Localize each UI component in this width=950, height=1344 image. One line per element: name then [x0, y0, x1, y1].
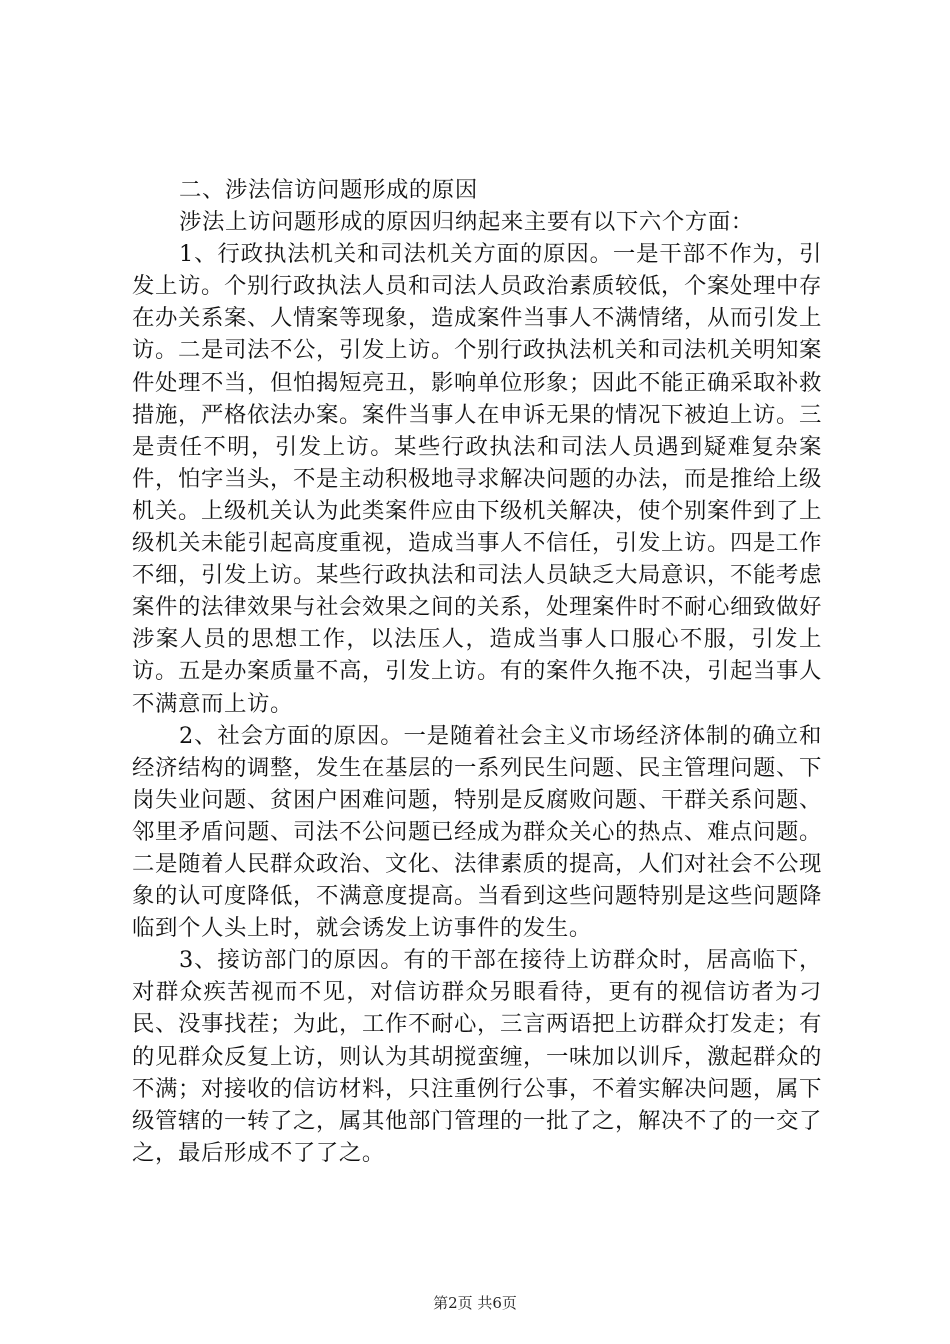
paragraph-3: 3、接访部门的原因。有的干部在接待上访群众时，居高临下，对群众疾苦视而不见，对信访群众另眼看待，更有的视信访者为刁民、没事找茬；为此，工作不耐心，三言两语把上访群众打发走；有的见群众反复上访，则认为其胡搅蛮缠，一味加以训斥，激起群众的不满；对接收的信访材料，只注重例行公事，不着实解决问题，属下级管辖的一转了之，属其他部门管理的一批了之，解决不了的一交了之，最后形成不了了之。	[132, 947, 822, 1166]
paragraph-1: 1、行政执法机关和司法机关方面的原因。一是干部不作为，引发上访。个别行政执法人员和司法人员政治素质较低，个案处理中存在办关系案、人情案等现象，造成案件当事人不满情绪，从而引发上访。二是司法不公，引发上访。个别行政执法机关和司法机关明知案件处理不当，但怕揭短亮丑，影响单位形象；因此不能正确采取补救措施，严格依法办案。案件当事人在申诉无果的情况下被迫上访。三是责任不明，引发上访。某些行政执法和司法人员遇到疑难复杂案件，怕字当头，不是主动积极地寻求解决问题的办法，而是推给上级机关。上级机关认为此类案件应由下级机关解决，使个别案件到了上级机关未能引起高度重视，造成当事人不信任，引发上访。四是工作不细，引发上访。某些行政执法和司法人员缺乏大局意识，不能考虑案件的法律效果与社会效果之间的关系，处理案件时不耐心细致做好涉案人员的思想工作，以法压人，造成当事人口服心不服，引发上访。五是办案质量不高，引发上访。有的案件久拖不决，引起当事人不满意而上访。	[132, 241, 822, 717]
document-body	[132, 174, 822, 1169]
section-heading: 二、涉法信访问题形成的原因	[179, 177, 478, 203]
page-number: 第2页 共6页	[433, 1294, 517, 1312]
paragraph-intro: 涉法上访问题形成的原因归纳起来主要有以下六个方面：	[179, 209, 754, 236]
paragraph-2: 2、社会方面的原因。一是随着社会主义市场经济体制的确立和经济结构的调整，发生在基层的一系列民生问题、民主管理问题、下岗失业问题、贫困户困难问题，特别是反腐败问题、干群关系问题、邻里矛盾问题、司法不公问题已经成为群众关心的热点、难点问题。二是随着人民群众政治、文化、法律素质的提高，人们对社会不公现象的认可度降低，不满意度提高。当看到这些问题特别是这些问题降临到个人头上时，就会诱发上访事件的发生。	[132, 722, 822, 942]
